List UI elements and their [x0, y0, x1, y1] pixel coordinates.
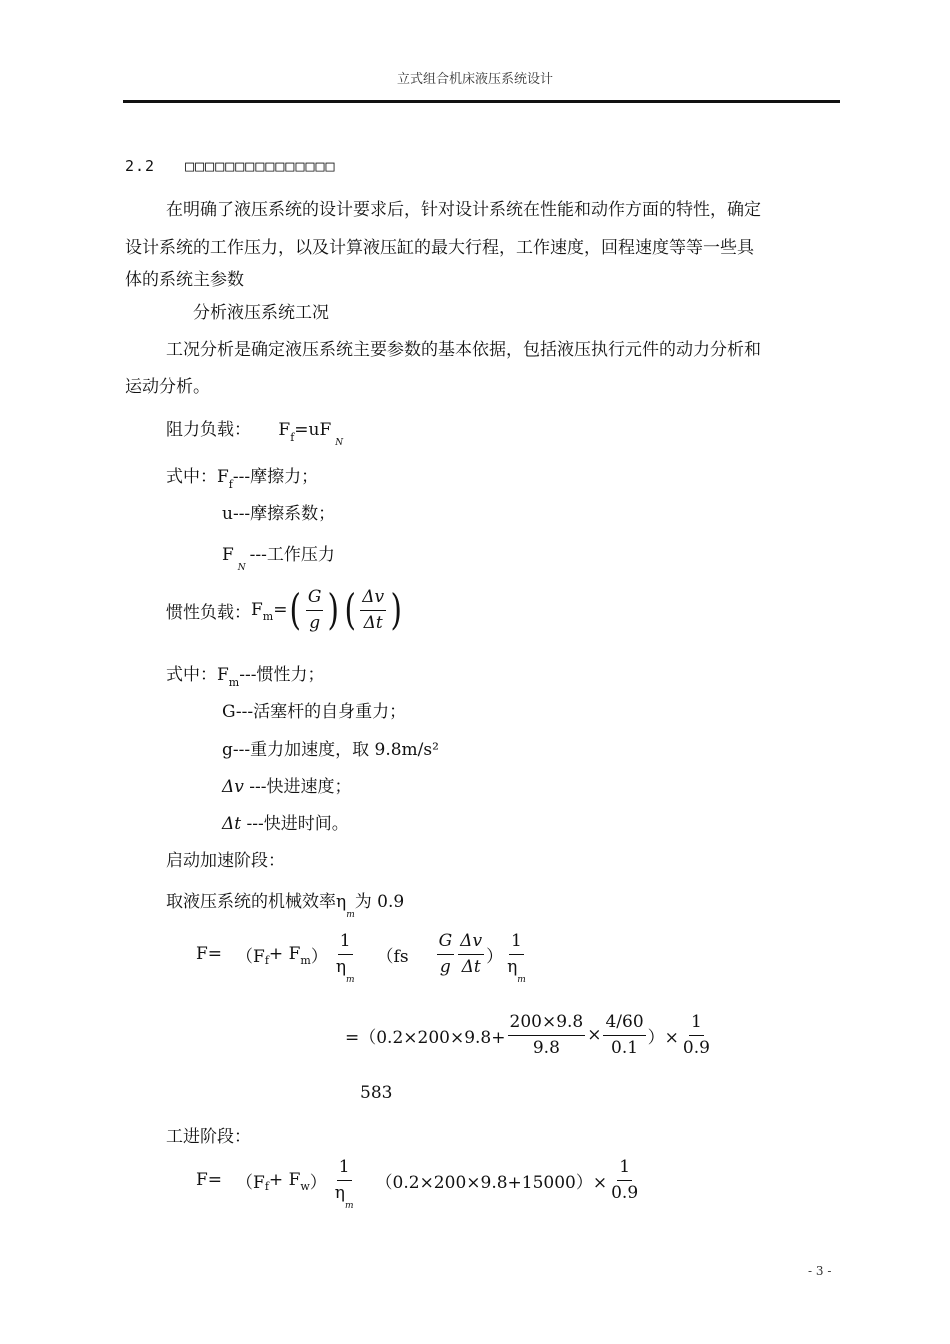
denominator: 0.1: [611, 1037, 639, 1058]
denominator: [334, 955, 357, 985]
numerator: 4/60: [603, 1013, 645, 1036]
analysis-heading: 分析液压系统工况: [193, 303, 329, 323]
fraction-G-over-g: [437, 932, 455, 976]
formula-lhs: F=: [196, 1170, 223, 1191]
denominator: [505, 955, 528, 985]
startup-calculation: [345, 1013, 714, 1057]
inertia-label: 惯性负载：: [166, 602, 251, 623]
fraction-one-over-eta: [505, 931, 528, 985]
formula-symbol: F: [217, 665, 229, 685]
inertia-def-5: [222, 809, 349, 834]
formula-subscript: f: [264, 953, 269, 967]
definition-text: ---快进时间。: [241, 814, 349, 834]
startup-heading: 启动加速阶段：: [166, 851, 285, 871]
startup-result: 583: [360, 1083, 393, 1103]
paren-open: (: [344, 585, 356, 635]
section-heading: [125, 157, 336, 175]
resistance-label: 阻力负载：: [166, 420, 251, 440]
definition-text: ---惯性力；: [239, 665, 325, 685]
inertia-def-1: [166, 660, 325, 689]
formula-subscript: m: [262, 609, 274, 623]
denominator: g: [309, 612, 321, 633]
fraction-dv-over-dt: [360, 588, 386, 632]
denominator: Δt: [461, 956, 481, 977]
formula-symbol: Δt: [222, 814, 242, 834]
formula-term: =（0.2×200×9.8+: [345, 1027, 506, 1048]
formula-term: （F: [236, 946, 265, 967]
section-title: □□□□□□□□□□□□□□□: [185, 157, 336, 175]
paren-open: (: [289, 585, 302, 635]
analysis-line-1: 工况分析是确定液压系统主要参数的基本依据，包括液压执行元件的动力分析和: [166, 340, 761, 360]
numerator: 1: [337, 1158, 352, 1181]
intro-line-2: 设计系统的工作压力，以及计算液压缸的最大行程，工作速度，回程速度等等一些具: [125, 238, 754, 258]
eta-symbol: η: [335, 956, 346, 977]
numerator: G: [437, 932, 455, 955]
eta-symbol: η: [336, 892, 347, 912]
formula-term: ）: [486, 946, 504, 967]
formula-subscript: m: [300, 953, 311, 967]
numerator: 1: [617, 1158, 632, 1181]
definition-text: ---工作压力: [249, 545, 335, 565]
formula-subscript: f: [228, 478, 233, 491]
header-rule: [123, 100, 840, 103]
fraction-one-over-0-9: [609, 1158, 640, 1202]
formula-term: （0.2×200×9.8+15000）×: [375, 1172, 608, 1193]
denominator: 9.8: [532, 1037, 560, 1058]
fraction-dv-over-dt: [458, 932, 484, 976]
numerator: 1: [689, 1013, 704, 1036]
formula-term: ）×: [647, 1027, 679, 1048]
denominator: 0.9: [611, 1182, 639, 1203]
formula-symbol: F: [222, 545, 234, 565]
inertia-def-4: [222, 772, 352, 797]
analysis-line-2: 运动分析。: [125, 377, 210, 397]
formula-subscript: f: [290, 431, 295, 444]
section-number: 2.2: [125, 157, 156, 175]
formula-term: ）: [309, 1172, 327, 1193]
startup-formula: [196, 931, 530, 985]
formula-term: + F: [268, 944, 301, 965]
intro-line-1: 在明确了液压系统的设计要求后，针对设计系统在性能和动作方面的特性，确定: [166, 200, 761, 220]
formula-rhs: =uF: [294, 420, 332, 440]
work-heading: 工进阶段：: [166, 1127, 251, 1147]
eta-symbol: η: [507, 956, 518, 977]
inertia-formula: [166, 585, 405, 635]
numerator: 1: [338, 932, 353, 955]
denominator: g: [439, 956, 451, 977]
fraction-one-over-eta: [334, 931, 357, 985]
formula-subscript: m: [346, 974, 355, 985]
formula-equals: =: [273, 600, 288, 621]
formula-term: （fs: [376, 946, 409, 967]
fraction-one-over-eta: [333, 1157, 356, 1211]
fraction-calc-3: [681, 1013, 712, 1057]
page-header-title: 立式组合机床液压系统设计: [396, 72, 553, 87]
where-label: 式中：: [166, 467, 217, 487]
denominator: Δt: [363, 612, 383, 633]
efficiency-line: [166, 887, 405, 920]
paren-close: ): [327, 585, 340, 635]
resistance-def-2: u---摩擦系数；: [222, 504, 336, 524]
inertia-def-3: g---重力加速度，取 9.8m/s²: [222, 740, 439, 760]
denominator: 0.9: [682, 1037, 710, 1058]
efficiency-value: 为 0.9: [354, 892, 405, 912]
denominator: [333, 1181, 356, 1211]
efficiency-text: 取液压系统的机械效率: [166, 892, 336, 912]
resistance-def-1: [166, 462, 319, 491]
times-sign: ×: [587, 1025, 602, 1046]
formula-symbol: F: [278, 420, 291, 440]
eta-symbol: η: [334, 1182, 345, 1203]
formula-subscript: w: [300, 1179, 310, 1193]
formula-subscript: f: [264, 1179, 269, 1193]
paren-close: ): [390, 585, 403, 635]
numerator: G: [306, 588, 324, 611]
fraction-calc-2: [603, 1013, 645, 1057]
fraction-G-over-g: [306, 588, 324, 632]
formula-symbol: Δv: [222, 777, 244, 797]
work-formula: [196, 1157, 642, 1211]
formula-subscript: m: [228, 676, 240, 689]
formula-symbol: F: [251, 600, 263, 621]
inertia-def-2: G---活塞杆的自身重力；: [222, 702, 407, 722]
numerator: Δv: [458, 932, 484, 955]
formula-term: （F: [236, 1172, 265, 1193]
fraction-calc-1: [508, 1013, 586, 1057]
page-number: - 3 -: [808, 1264, 832, 1278]
formula-lhs: F=: [196, 944, 223, 965]
formula-term: + F: [268, 1170, 301, 1191]
formula-subscript: m: [344, 1200, 354, 1211]
resistance-def-3: [222, 540, 335, 573]
formula-term: ）: [310, 946, 328, 967]
formula-subscript: m: [346, 910, 355, 920]
formula-subscript: N: [335, 438, 344, 448]
numerator: 200×9.8: [508, 1013, 586, 1036]
where-label: 式中：: [166, 665, 217, 685]
definition-text: ---摩擦力；: [232, 467, 319, 487]
intro-line-3: 体的系统主参数: [125, 270, 244, 290]
formula-symbol: F: [217, 467, 229, 487]
formula-subscript: m: [517, 974, 526, 985]
numerator: 1: [509, 932, 524, 955]
definition-text: ---快进速度；: [243, 777, 352, 797]
numerator: Δv: [360, 588, 386, 611]
resistance-formula: [166, 415, 344, 448]
formula-subscript: N: [237, 563, 246, 573]
